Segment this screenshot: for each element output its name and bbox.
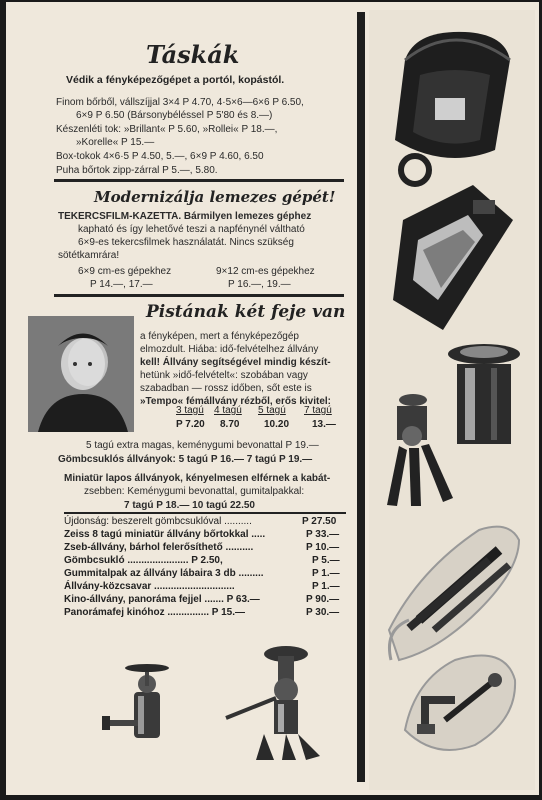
cassette-line-1: TEKERCSFILM-KAZETTA. Bármilyen lemezes géphez (58, 211, 312, 222)
price-list-value: P 1.— (312, 568, 340, 579)
cassette-line-3: 6×9-es tekercsfilmek használatát. Nincs szükség (78, 237, 294, 248)
bag-line-4: »Korelle« P 15.— (76, 137, 155, 148)
mini-line-2: zsebben: Keménygumi bevonattal, gumitalpakkal: (84, 486, 305, 497)
price-list-label: Zseb-állvány, bárhol felerősíthető .......... (64, 542, 254, 553)
film-cassette-illustration (383, 180, 523, 340)
table-head: 5 tagú (258, 405, 286, 416)
price-list-value: P 30.— (306, 607, 340, 618)
pista-line-5: szabadban — rossz időben, sőt este is (140, 383, 312, 394)
section-title-taskak: Táskák (146, 40, 240, 69)
price-list-label: Panorámafej kinóhoz ............... P 15.— (64, 607, 245, 618)
mini-line-3: 7 tagú P 18.— 10 tagú 22.50 (124, 500, 255, 511)
text-column (6, 2, 354, 795)
bag-line-2: 6×9 P 6.50 (Bársonybéléssel P 5'80 és 8.—) (76, 110, 273, 121)
catalog-page (6, 2, 539, 795)
table-head: 4 tagú (214, 405, 242, 416)
cassette-col1-price: P 14.—, 17.— (90, 279, 153, 290)
cassette-line-4: sötétkamrára! (58, 250, 120, 261)
table-head: 3 tagú (176, 405, 204, 416)
boy-portrait-photo (28, 316, 134, 432)
extra-tall-line: 5 tagú extra magas, keménygumi bevonattal P 19.— (86, 440, 319, 451)
price-list-label: Gömbcsukló ...................... P 2.50, (64, 555, 223, 566)
column-divider (357, 12, 365, 782)
table-cell: 13.— (312, 419, 336, 430)
divider-1 (54, 179, 344, 182)
tripod-head-illustration (377, 380, 457, 510)
cassette-col2-head: 9×12 cm-es gépekhez (216, 266, 315, 277)
section-subtitle: Védik a fényképezőgépet a portól, kopástól. (66, 74, 285, 86)
price-list-value: P 1.— (312, 581, 340, 592)
cassette-line-2: kapható és így lehetővé teszi a napfénynél váltható (78, 224, 305, 235)
pista-line-1: a fényképen, mert a fényképezőgép (140, 331, 299, 342)
leather-camera-case-illustration (375, 20, 525, 190)
ball-head-illustration (102, 662, 192, 742)
panorama-head-illustration (216, 642, 326, 762)
price-list-label: Gummitalpak az állvány lábaira 3 db ......... (64, 568, 264, 579)
illustration-column (369, 10, 535, 790)
price-list-value: P 90.— (306, 594, 340, 605)
section-title-modernizalja: Modernizálja lemezes gépét! (94, 188, 336, 206)
table-cell: 8.70 (220, 419, 240, 430)
ball-joint-line: Gömbcsuklós állványok: 5 tagú P 16.— 7 tagú P 19.— (58, 454, 313, 465)
table-cell: 10.20 (264, 419, 290, 430)
table-head: 7 tagú (304, 405, 332, 416)
cassette-col1-head: 6×9 cm-es gépekhez (78, 266, 172, 277)
pocket-clamp-illustration (395, 650, 525, 760)
price-list-value: P 5.— (312, 555, 340, 566)
pista-line-3: kell! Állvány segítségével mindig készít- (140, 357, 331, 368)
mini-line-1: Miniatür lapos állványok, kényelmesen elférnek a kabát- (64, 473, 331, 484)
hand-holding-tripod-illustration (379, 510, 529, 670)
price-list-value: P 27.50 (302, 516, 337, 527)
bag-line-3: Készenléti tok: »Brillant« P 5.60, »Rollei« P 18.—, (56, 124, 278, 135)
price-list-value: P 33.— (306, 529, 340, 540)
price-list-label: Állvány-közcsavar ............................. (64, 581, 235, 592)
pista-line-2: elmozdult. Hiába: idő-felvételhez állvány (140, 344, 319, 355)
bag-line-1: Finom bőrből, vállszíjjal 3×4 P 4.70, 4·5×6—6×6 P 6.50, (56, 97, 304, 108)
price-list-label: Újdonság: beszerelt gömbcsuklóval .......... (64, 516, 252, 527)
price-list-value: P 10.— (306, 542, 340, 553)
bag-line-5: Box-tokok 4×6·5 P 4.50, 5.—, 6×9 P 4.60, 6.50 (56, 151, 264, 162)
table-cell: P 7.20 (176, 419, 205, 430)
price-list-label: Zeiss 8 tagú miniatür állvány bőrtokkal ..... (64, 529, 266, 540)
section-title-pista: Pistának két feje van (146, 302, 346, 322)
pista-line-6: »Tempo« fémállvány rézből, erős kivitel: (140, 396, 331, 407)
divider-2 (54, 294, 344, 297)
cassette-col2-price: P 16.—, 19.— (228, 279, 291, 290)
bag-line-6: Puha bőrtok zipp-zárral P 5.—, 5.80. (56, 165, 218, 176)
price-list-label: Kino-állvány, panoráma fejjel ....... P 63.— (64, 594, 260, 605)
divider-3 (64, 512, 346, 514)
pista-line-4: hetünk »idő-felvételt«: szobában vagy (140, 370, 308, 381)
